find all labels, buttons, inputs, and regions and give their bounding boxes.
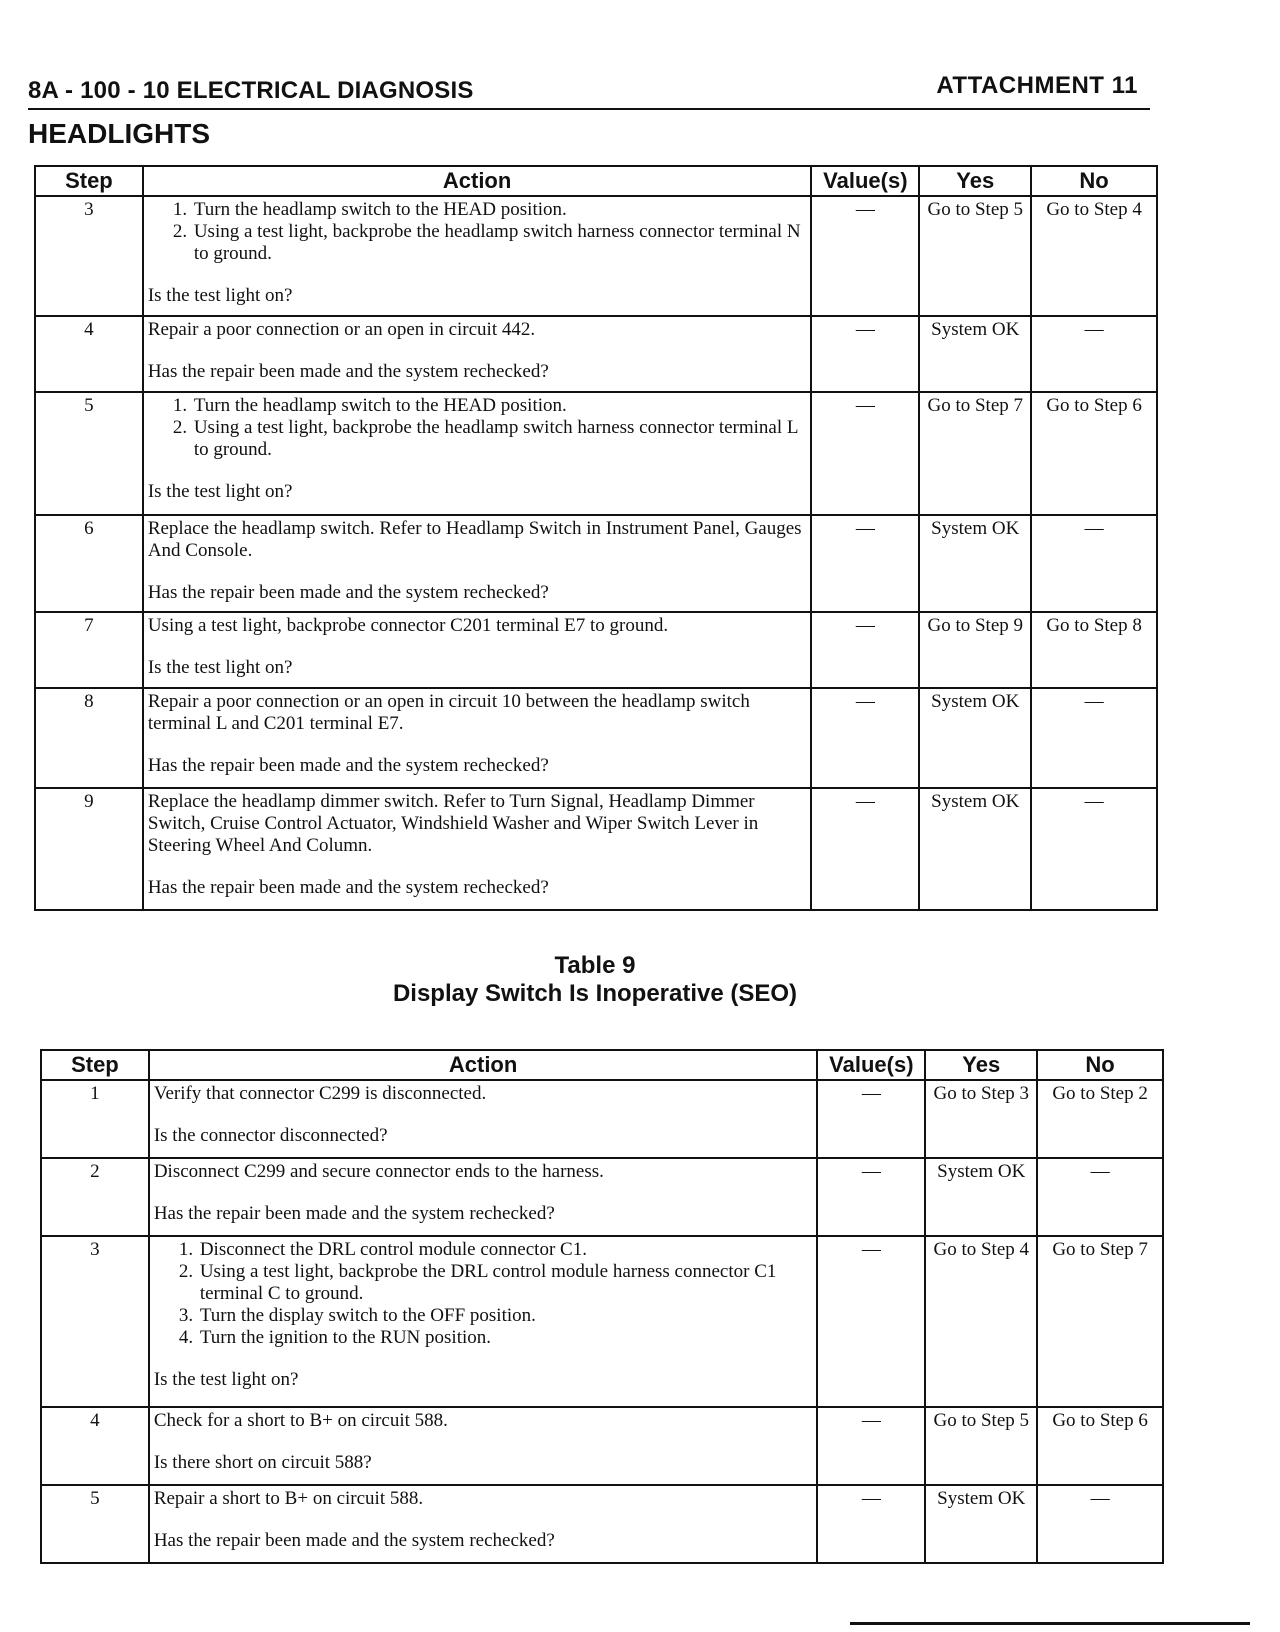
col-header-action: Action (149, 1050, 818, 1080)
action-question: Is the connector disconnected? (153, 1125, 388, 1146)
action-text: Using a test light, backprobe connector C201 terminal E7 to ground. (147, 615, 669, 636)
action-cell (143, 392, 812, 515)
action-cell (149, 1236, 818, 1407)
table-row (41, 1158, 1163, 1236)
step-number: 5 (41, 1485, 149, 1563)
action-question: Is the test light on? (147, 285, 293, 306)
page-header (28, 70, 1150, 110)
step-number: 4 (41, 1407, 149, 1485)
action-text: Repair a poor connection or an open in circuit 10 between the headlamp switch terminal L and C201 terminal E7. (147, 691, 750, 734)
action-question: Has the repair been made and the system rechecked? (147, 755, 549, 776)
step-number: 1 (41, 1080, 149, 1158)
col-header-values: Value(s) (817, 1050, 925, 1080)
step-number: 7 (35, 612, 143, 688)
table-row (41, 1407, 1163, 1485)
action-step-item: 4. Turn the ignition to the RUN position. (198, 1327, 813, 1349)
action-step-item: 2. Using a test light, backprobe the headlamp switch harness connector terminal L to ground. (192, 417, 807, 461)
headlights-diagnostic-table (34, 165, 1158, 911)
no-cell: Go to Step 2 (1037, 1080, 1163, 1158)
action-question: Is the test light on? (147, 481, 293, 502)
action-cell (143, 612, 812, 688)
step-number: 9 (35, 788, 143, 910)
table-caption (0, 952, 1190, 1008)
step-number: 8 (35, 688, 143, 788)
value-cell: — (811, 196, 919, 316)
header-section-id: 8A - 100 - 10 ELECTRICAL DIAGNOSIS (28, 77, 474, 104)
table-row (35, 688, 1157, 788)
display-switch-diagnostic-table (40, 1049, 1164, 1564)
step-number: 6 (35, 515, 143, 612)
no-cell: Go to Step 6 (1037, 1407, 1163, 1485)
action-step-item: 2. Using a test light, backprobe the headlamp switch harness connector terminal N to ground. (192, 221, 807, 265)
action-cell (143, 788, 812, 910)
action-step-item: 1. Disconnect the DRL control module connector C1. (198, 1239, 813, 1261)
value-cell: — (811, 515, 919, 612)
table-row (35, 788, 1157, 910)
action-cell (149, 1158, 818, 1236)
table-row (41, 1080, 1163, 1158)
value-cell: — (811, 316, 919, 392)
no-cell: Go to Step 8 (1031, 612, 1157, 688)
action-cell (143, 196, 812, 316)
col-header-action: Action (143, 166, 812, 196)
action-cell (149, 1485, 818, 1563)
action-question: Has the repair been made and the system rechecked? (153, 1203, 555, 1224)
header-attachment: ATTACHMENT 11 (936, 72, 1138, 99)
step-number: 3 (35, 196, 143, 316)
step-number: 5 (35, 392, 143, 515)
action-steps-list (148, 395, 807, 461)
no-cell: — (1031, 515, 1157, 612)
value-cell: — (817, 1080, 925, 1158)
value-cell: — (817, 1485, 925, 1563)
table-header-row (41, 1050, 1163, 1080)
yes-cell: Go to Step 3 (925, 1080, 1037, 1158)
value-cell: — (811, 612, 919, 688)
value-cell: — (817, 1407, 925, 1485)
col-header-step: Step (41, 1050, 149, 1080)
action-cell (143, 316, 812, 392)
table-row (35, 392, 1157, 515)
action-text: Disconnect C299 and secure connector ends to the harness. (153, 1161, 604, 1182)
action-steps-list (154, 1239, 813, 1349)
table-row (41, 1236, 1163, 1407)
footer-rule (850, 1622, 1250, 1625)
no-cell: — (1031, 688, 1157, 788)
col-header-yes: Yes (919, 166, 1031, 196)
step-number: 4 (35, 316, 143, 392)
action-question: Is the test light on? (147, 657, 293, 678)
action-steps-list (148, 199, 807, 265)
action-question: Has the repair been made and the system rechecked? (147, 582, 549, 603)
step-number: 2 (41, 1158, 149, 1236)
table-row (35, 515, 1157, 612)
action-text: Repair a short to B+ on circuit 588. (153, 1488, 424, 1509)
col-header-no: No (1037, 1050, 1163, 1080)
yes-cell: System OK (919, 515, 1031, 612)
value-cell: — (817, 1158, 925, 1236)
action-text: Repair a poor connection or an open in circuit 442. (147, 319, 536, 340)
table-number: Table 9 (554, 952, 636, 979)
action-text: Replace the headlamp dimmer switch. Refer to Turn Signal, Headlamp Dimmer Switch, Cruise Control Actuator, Windshield Washer and Wiper Switch Lever in Steering Wheel And Column. (147, 791, 759, 856)
yes-cell: System OK (919, 688, 1031, 788)
action-cell (149, 1407, 818, 1485)
table-row (35, 196, 1157, 316)
action-text: Verify that connector C299 is disconnected. (153, 1083, 487, 1104)
no-cell: — (1037, 1158, 1163, 1236)
action-cell (143, 515, 812, 612)
action-question: Has the repair been made and the system rechecked? (153, 1530, 555, 1551)
yes-cell: Go to Step 9 (919, 612, 1031, 688)
action-text: Replace the headlamp switch. Refer to Headlamp Switch in Instrument Panel, Gauges And Console. (147, 518, 802, 561)
no-cell: — (1037, 1485, 1163, 1563)
action-cell (149, 1080, 818, 1158)
no-cell: — (1031, 788, 1157, 910)
yes-cell: System OK (925, 1485, 1037, 1563)
no-cell: Go to Step 6 (1031, 392, 1157, 515)
yes-cell: System OK (919, 316, 1031, 392)
action-cell (143, 688, 812, 788)
action-text: Check for a short to B+ on circuit 588. (153, 1410, 448, 1431)
yes-cell: Go to Step 7 (919, 392, 1031, 515)
col-header-step: Step (35, 166, 143, 196)
value-cell: — (811, 788, 919, 910)
no-cell: Go to Step 4 (1031, 196, 1157, 316)
action-step-item: 1. Turn the headlamp switch to the HEAD position. (192, 199, 807, 221)
col-header-no: No (1031, 166, 1157, 196)
yes-cell: Go to Step 5 (919, 196, 1031, 316)
table-header-row (35, 166, 1157, 196)
yes-cell: System OK (919, 788, 1031, 910)
value-cell: — (817, 1236, 925, 1407)
action-question: Is the test light on? (153, 1369, 299, 1390)
yes-cell: Go to Step 4 (925, 1236, 1037, 1407)
action-step-item: 2. Using a test light, backprobe the DRL control module harness connector C1 terminal C to ground. (198, 1261, 813, 1305)
table-row (41, 1485, 1163, 1563)
action-question: Has the repair been made and the system rechecked? (147, 877, 549, 898)
section-title: HEADLIGHTS (28, 118, 210, 149)
action-step-item: 1. Turn the headlamp switch to the HEAD position. (192, 395, 807, 417)
no-cell: Go to Step 7 (1037, 1236, 1163, 1407)
value-cell: — (811, 688, 919, 788)
col-header-yes: Yes (925, 1050, 1037, 1080)
action-question: Has the repair been made and the system rechecked? (147, 361, 549, 382)
yes-cell: Go to Step 5 (925, 1407, 1037, 1485)
no-cell: — (1031, 316, 1157, 392)
yes-cell: System OK (925, 1158, 1037, 1236)
action-question: Is there short on circuit 588? (153, 1452, 372, 1473)
step-number: 3 (41, 1236, 149, 1407)
table-row (35, 612, 1157, 688)
table-title: Display Switch Is Inoperative (SEO) (392, 980, 798, 1007)
col-header-values: Value(s) (811, 166, 919, 196)
value-cell: — (811, 392, 919, 515)
table-row (35, 316, 1157, 392)
action-step-item: 3. Turn the display switch to the OFF position. (198, 1305, 813, 1327)
